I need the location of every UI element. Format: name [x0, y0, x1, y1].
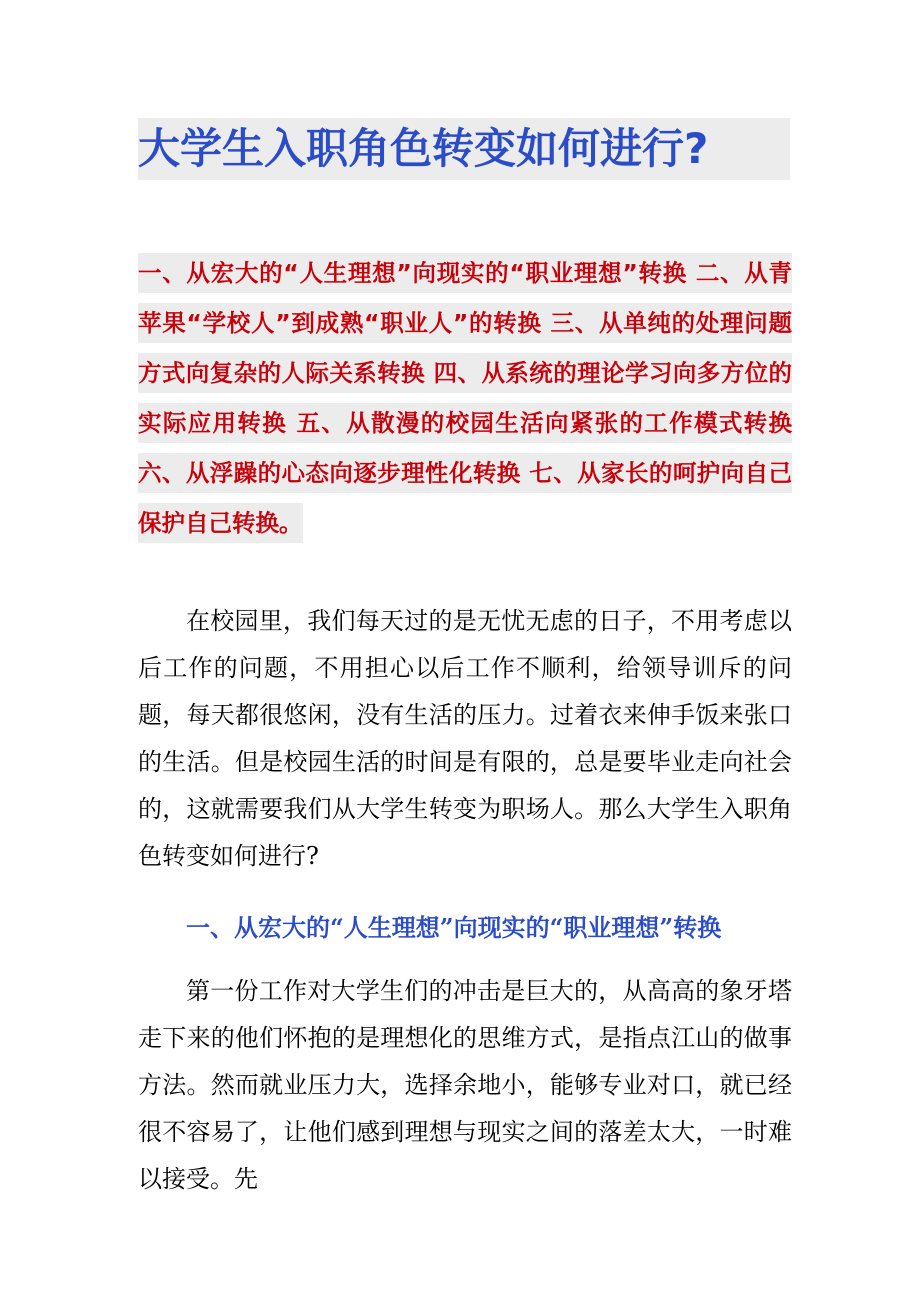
- section-heading: 一、从宏大的“人生理想”向现实的“职业理想”转换: [186, 913, 722, 942]
- summary-text: 一、从宏大的“人生理想”向现实的“职业理想”转换 二、从青苹果“学校人”到成熟“职业人”的转换 三、从单纯的处理问题方式向复杂的人际关系转换 四、从系统的理论学习向多方位的实际应用转换 五、从散漫的校园生活向紧张的工作模式转换 六、从浮躁的心态向逐步理性化转换 七、从家长的呵护向自己保护自己转换。: [138, 253, 792, 543]
- summary-paragraph: [138, 248, 792, 548]
- section-paragraph: 第一份工作对大学生们的冲击是巨大的，从高高的象牙塔走下来的他们怀抱的是理想化的思维方式，是指点江山的做事方法。然而就业压力大，选择余地小，能够专业对口，就已经很不容易了，让他们感到理想与现实之间的落差太大，一时难以接受。先: [138, 977, 792, 1193]
- intro-paragraph: 在校园里，我们每天过的是无忧无虑的日子，不用考虑以后工作的问题，不用担心以后工作不顺利，给领导训斥的问题，每天都很悠闲，没有生活的压力。过着衣来伸手饭来张口的生活。但是校园生活的时间是有限的，总是要毕业走向社会的，这就需要我们从大学生转变为职场人。那么大学生入职角色转变如何进行?: [138, 607, 792, 870]
- document-title: 大学生入职角色转变如何进行?: [138, 118, 790, 180]
